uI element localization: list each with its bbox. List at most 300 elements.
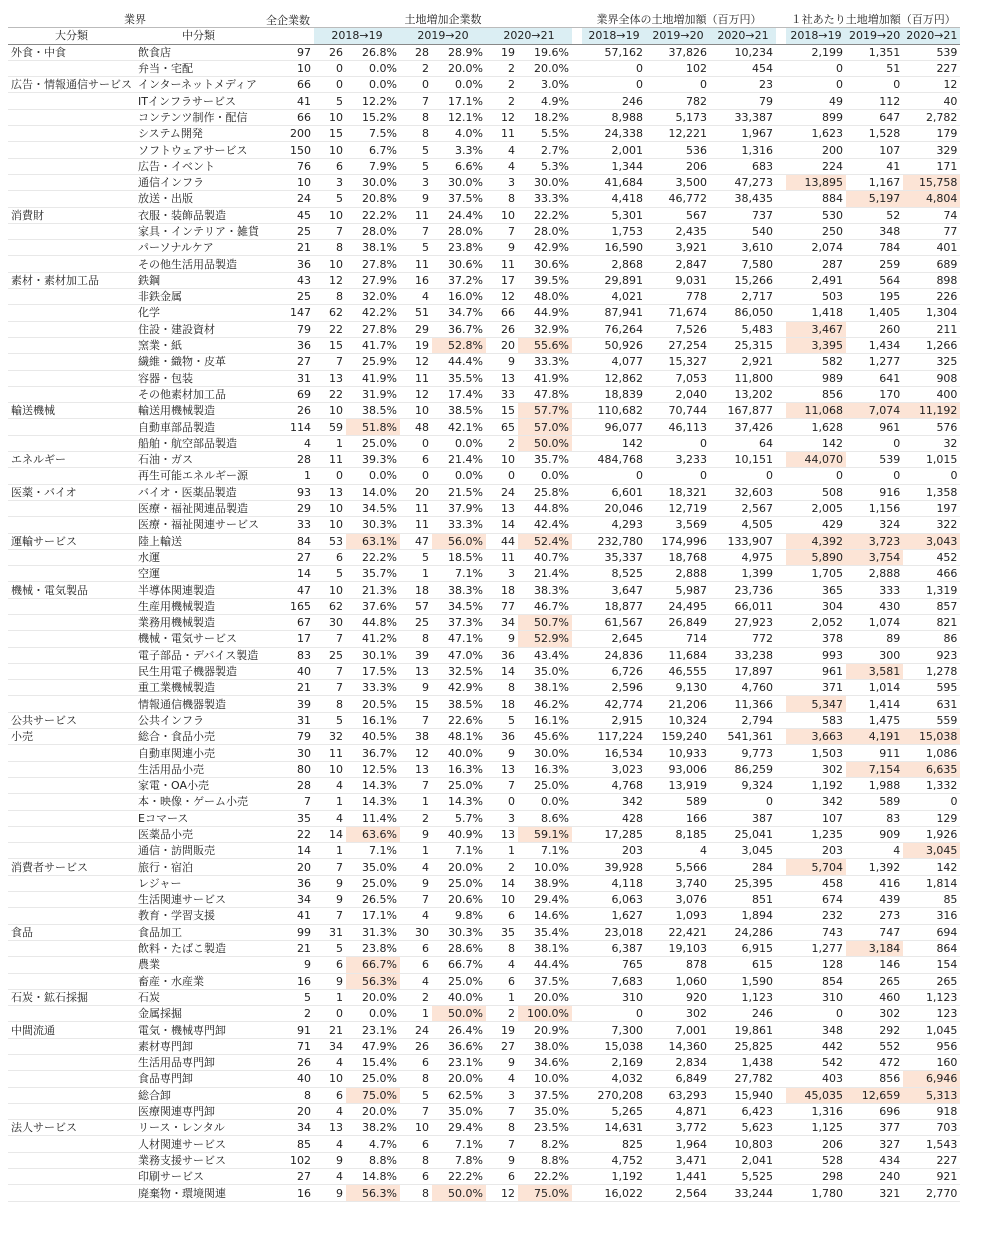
- minor-category-cell: 化学: [135, 305, 262, 321]
- spacer-cell: [776, 794, 786, 810]
- per-company-cell: 112: [846, 93, 903, 109]
- industry-total-cell: 7,053: [646, 370, 710, 386]
- inc-count-cell: 11: [400, 370, 432, 386]
- industry-total-cell: 203: [582, 843, 646, 859]
- industry-total-cell: 159,240: [646, 729, 710, 745]
- industry-total-cell: 9,031: [646, 272, 710, 288]
- industry-total-cell: 1,192: [582, 1169, 646, 1185]
- inc-count-cell: 4: [400, 859, 432, 875]
- major-category-cell: [8, 957, 135, 973]
- minor-category-cell: 教育・学習支援: [135, 908, 262, 924]
- industry-total-cell: 25,315: [710, 337, 776, 353]
- table-row: [8, 712, 960, 728]
- industry-total-cell: 342: [582, 794, 646, 810]
- total-companies-cell: 93: [262, 484, 314, 500]
- inc-ratio-cell: 56.3%: [346, 973, 400, 989]
- header-industry: 業界: [124, 13, 146, 27]
- per-company-cell: 1,988: [846, 777, 903, 793]
- table-row: [8, 777, 960, 793]
- inc-ratio-cell: 12.2%: [346, 93, 400, 109]
- table-row: [8, 126, 960, 142]
- minor-category-cell: バイオ・医薬品製造: [135, 484, 262, 500]
- industry-total-cell: 8,525: [582, 566, 646, 582]
- inc-ratio-cell: 18.5%: [432, 549, 486, 565]
- per-company-cell: 0: [786, 77, 846, 93]
- spacer-cell: [776, 973, 786, 989]
- per-company-cell: 416: [846, 875, 903, 891]
- spacer-cell: [776, 1071, 786, 1087]
- major-category-cell: [8, 1006, 135, 1022]
- industry-total-cell: 4,293: [582, 517, 646, 533]
- inc-count-cell: 10: [400, 1120, 432, 1136]
- industry-total-cell: 3,569: [646, 517, 710, 533]
- inc-ratio-cell: 38.0%: [518, 1038, 572, 1054]
- inc-ratio-cell: 16.1%: [518, 712, 572, 728]
- inc-ratio-cell: 37.3%: [432, 614, 486, 630]
- industry-total-cell: 1,894: [710, 908, 776, 924]
- spacer-cell: [572, 892, 582, 908]
- per-company-cell: 287: [786, 256, 846, 272]
- per-company-cell: 916: [846, 484, 903, 500]
- inc-count-cell: 4: [486, 142, 518, 158]
- spacer-cell: [776, 272, 786, 288]
- industry-total-cell: 765: [582, 957, 646, 973]
- inc-ratio-cell: 17.5%: [346, 663, 400, 679]
- inc-ratio-cell: 0.0%: [432, 435, 486, 451]
- minor-category-cell: 家電・OA小売: [135, 777, 262, 793]
- inc-ratio-cell: 39.3%: [346, 452, 400, 468]
- per-company-cell: 1,074: [846, 614, 903, 630]
- spacer-cell: [572, 989, 582, 1005]
- inc-count-cell: 2: [400, 810, 432, 826]
- inc-ratio-cell: 100.0%: [518, 1006, 572, 1022]
- per-company-cell: 32: [903, 435, 960, 451]
- per-company-cell: 472: [846, 1055, 903, 1071]
- per-company-cell: 576: [903, 419, 960, 435]
- industry-total-cell: 541,361: [710, 729, 776, 745]
- per-company-cell: 528: [786, 1152, 846, 1168]
- per-company-cell: 4: [846, 843, 903, 859]
- industry-total-cell: 782: [646, 93, 710, 109]
- total-companies-cell: 40: [262, 663, 314, 679]
- inc-ratio-cell: 19.6%: [518, 44, 572, 60]
- table-row: [8, 663, 960, 679]
- per-company-cell: 694: [903, 924, 960, 940]
- inc-count-cell: 0: [314, 1006, 346, 1022]
- inc-count-cell: 1: [486, 989, 518, 1005]
- inc-ratio-cell: 7.1%: [432, 843, 486, 859]
- inc-ratio-cell: 27.8%: [346, 256, 400, 272]
- inc-count-cell: 10: [486, 207, 518, 223]
- inc-count-cell: 2: [486, 93, 518, 109]
- per-company-cell: 265: [846, 973, 903, 989]
- industry-total-cell: 19,103: [646, 940, 710, 956]
- industry-total-cell: 2,567: [710, 500, 776, 516]
- industry-total-cell: 206: [646, 158, 710, 174]
- industry-total-cell: 24,286: [710, 924, 776, 940]
- inc-count-cell: 9: [400, 826, 432, 842]
- per-company-cell: 0: [846, 468, 903, 484]
- inc-count-cell: 2: [486, 859, 518, 875]
- inc-count-cell: 26: [314, 44, 346, 60]
- industry-total-cell: 174,996: [646, 533, 710, 549]
- inc-count-cell: 9: [486, 1055, 518, 1071]
- total-companies-cell: 91: [262, 1022, 314, 1038]
- table-row: [8, 729, 960, 745]
- total-companies-cell: 14: [262, 843, 314, 859]
- inc-ratio-cell: 0.0%: [346, 1006, 400, 1022]
- inc-count-cell: 1: [314, 794, 346, 810]
- per-company-cell: 292: [846, 1022, 903, 1038]
- major-category-cell: [8, 240, 135, 256]
- major-category-cell: [8, 647, 135, 663]
- industry-total-cell: 22,421: [646, 924, 710, 940]
- inc-ratio-cell: 14.0%: [346, 484, 400, 500]
- table-row: [8, 598, 960, 614]
- major-category-cell: [8, 435, 135, 451]
- minor-category-cell: 空運: [135, 566, 262, 582]
- inc-ratio-cell: 31.3%: [346, 924, 400, 940]
- spacer-cell: [776, 158, 786, 174]
- industry-total-cell: 4,021: [582, 289, 646, 305]
- spacer-cell: [572, 452, 582, 468]
- per-company-cell: 1,167: [846, 174, 903, 190]
- industry-total-cell: 2,169: [582, 1055, 646, 1071]
- industry-total-cell: 66,011: [710, 598, 776, 614]
- inc-ratio-cell: 42.4%: [518, 517, 572, 533]
- per-company-cell: 989: [786, 370, 846, 386]
- inc-ratio-cell: 32.0%: [346, 289, 400, 305]
- per-company-cell: 908: [903, 370, 960, 386]
- land-increase-table: [8, 12, 960, 1202]
- industry-total-cell: 2,915: [582, 712, 646, 728]
- industry-total-cell: 714: [646, 631, 710, 647]
- inc-ratio-cell: 46.2%: [518, 696, 572, 712]
- inc-ratio-cell: 37.5%: [518, 973, 572, 989]
- per-company-cell: 327: [846, 1136, 903, 1152]
- minor-category-cell: 食品専門卸: [135, 1071, 262, 1087]
- inc-ratio-cell: 33.3%: [518, 354, 572, 370]
- inc-ratio-cell: 7.1%: [432, 566, 486, 582]
- inc-ratio-cell: 3.0%: [518, 77, 572, 93]
- spacer-cell: [572, 109, 582, 125]
- inc-count-cell: 0: [400, 468, 432, 484]
- table-row: [8, 223, 960, 239]
- per-company-cell: 365: [786, 582, 846, 598]
- inc-ratio-cell: 9.8%: [432, 908, 486, 924]
- industry-total-cell: 5,301: [582, 207, 646, 223]
- major-category-cell: [8, 892, 135, 908]
- inc-count-cell: 10: [314, 1071, 346, 1087]
- inc-count-cell: 0: [400, 77, 432, 93]
- inc-ratio-cell: 24.4%: [432, 207, 486, 223]
- industry-total-cell: 5,173: [646, 109, 710, 125]
- inc-ratio-cell: 42.9%: [432, 680, 486, 696]
- table-row: [8, 533, 960, 549]
- inc-ratio-cell: 38.3%: [432, 582, 486, 598]
- inc-count-cell: 4: [486, 1071, 518, 1087]
- per-company-cell: 342: [786, 794, 846, 810]
- major-category-cell: [8, 517, 135, 533]
- spacer-cell: [572, 223, 582, 239]
- inc-count-cell: 48: [400, 419, 432, 435]
- inc-count-cell: 5: [400, 142, 432, 158]
- per-company-cell: 595: [903, 680, 960, 696]
- total-companies-cell: 27: [262, 1169, 314, 1185]
- per-company-cell: 2,770: [903, 1185, 960, 1201]
- industry-total-cell: 6,726: [582, 663, 646, 679]
- per-company-cell: 5,890: [786, 549, 846, 565]
- total-companies-cell: 28: [262, 777, 314, 793]
- minor-category-cell: 窯業・紙: [135, 337, 262, 353]
- table-row: [8, 77, 960, 93]
- per-company-cell: 4,191: [846, 729, 903, 745]
- per-company-cell: 884: [786, 191, 846, 207]
- total-companies-cell: 26: [262, 403, 314, 419]
- industry-total-cell: 18,877: [582, 598, 646, 614]
- industry-total-cell: 3,647: [582, 582, 646, 598]
- per-company-cell: 3,467: [786, 321, 846, 337]
- inc-count-cell: 5: [314, 566, 346, 582]
- total-companies-cell: 99: [262, 924, 314, 940]
- inc-count-cell: 8: [400, 126, 432, 142]
- inc-count-cell: 7: [314, 859, 346, 875]
- table-row: [8, 452, 960, 468]
- industry-total-cell: 10,234: [710, 44, 776, 60]
- inc-ratio-cell: 35.7%: [518, 452, 572, 468]
- inc-ratio-cell: 8.8%: [346, 1152, 400, 1168]
- spacer-cell: [776, 761, 786, 777]
- major-category-cell: [8, 174, 135, 190]
- per-company-cell: 747: [846, 924, 903, 940]
- industry-total-cell: 3,500: [646, 174, 710, 190]
- major-category-cell: 小売: [8, 729, 135, 745]
- major-category-cell: [8, 256, 135, 272]
- inc-count-cell: 11: [314, 452, 346, 468]
- inc-ratio-cell: 52.9%: [518, 631, 572, 647]
- table-row: [8, 1006, 960, 1022]
- inc-count-cell: 10: [486, 892, 518, 908]
- inc-count-cell: 8: [486, 1120, 518, 1136]
- per-company-cell: 631: [903, 696, 960, 712]
- major-category-cell: [8, 60, 135, 76]
- industry-total-cell: 2,794: [710, 712, 776, 728]
- minor-category-cell: 旅行・宿泊: [135, 859, 262, 875]
- per-company-cell: 1,628: [786, 419, 846, 435]
- total-companies-cell: 43: [262, 272, 314, 288]
- inc-count-cell: 7: [314, 631, 346, 647]
- major-category-cell: [8, 680, 135, 696]
- inc-ratio-cell: 37.5%: [518, 1087, 572, 1103]
- table-row: [8, 272, 960, 288]
- per-company-cell: 321: [846, 1185, 903, 1201]
- inc-count-cell: 26: [400, 1038, 432, 1054]
- minor-category-cell: 総合・食品小売: [135, 729, 262, 745]
- inc-ratio-cell: 7.5%: [346, 126, 400, 142]
- inc-ratio-cell: 47.8%: [518, 386, 572, 402]
- total-companies-cell: 2: [262, 1006, 314, 1022]
- per-company-cell: 1,705: [786, 566, 846, 582]
- inc-ratio-cell: 38.5%: [432, 403, 486, 419]
- minor-category-cell: 放送・出版: [135, 191, 262, 207]
- per-company-cell: 49: [786, 93, 846, 109]
- table-row: [8, 957, 960, 973]
- inc-count-cell: 24: [400, 1022, 432, 1038]
- spacer-cell: [572, 1071, 582, 1087]
- major-category-cell: 公共サービス: [8, 712, 135, 728]
- inc-count-cell: 39: [400, 647, 432, 663]
- header-period: 2018→19: [314, 28, 400, 44]
- table-row: [8, 859, 960, 875]
- inc-count-cell: 34: [486, 614, 518, 630]
- spacer-cell: [572, 647, 582, 663]
- inc-ratio-cell: 41.2%: [346, 631, 400, 647]
- industry-total-cell: 3,921: [646, 240, 710, 256]
- per-company-cell: 13,895: [786, 174, 846, 190]
- total-companies-cell: 9: [262, 957, 314, 973]
- per-company-cell: 6,635: [903, 761, 960, 777]
- per-company-cell: 434: [846, 1152, 903, 1168]
- per-company-cell: 12,659: [846, 1087, 903, 1103]
- industry-total-cell: 27,923: [710, 614, 776, 630]
- inc-ratio-cell: 32.5%: [432, 663, 486, 679]
- industry-total-cell: 3,045: [710, 843, 776, 859]
- per-company-cell: 371: [786, 680, 846, 696]
- industry-total-cell: 15,266: [710, 272, 776, 288]
- inc-count-cell: 3: [400, 174, 432, 190]
- table-row: [8, 1136, 960, 1152]
- inc-count-cell: 9: [400, 875, 432, 891]
- spacer-cell: [572, 549, 582, 565]
- inc-count-cell: 4: [314, 810, 346, 826]
- spacer-cell: [776, 533, 786, 549]
- per-company-cell: 1,235: [786, 826, 846, 842]
- spacer-cell: [572, 240, 582, 256]
- spacer-cell: [776, 1136, 786, 1152]
- industry-total-cell: 8,185: [646, 826, 710, 842]
- inc-count-cell: 4: [314, 777, 346, 793]
- table-row: [8, 370, 960, 386]
- inc-ratio-cell: 41.9%: [518, 370, 572, 386]
- table-row: [8, 908, 960, 924]
- total-companies-cell: 8: [262, 1087, 314, 1103]
- per-company-cell: 1,814: [903, 875, 960, 891]
- industry-total-cell: 2,834: [646, 1055, 710, 1071]
- inc-count-cell: 30: [400, 924, 432, 940]
- spacer-cell: [572, 680, 582, 696]
- table-row: [8, 289, 960, 305]
- total-companies-cell: 29: [262, 500, 314, 516]
- inc-ratio-cell: 62.5%: [432, 1087, 486, 1103]
- industry-total-cell: 11,366: [710, 696, 776, 712]
- inc-ratio-cell: 7.1%: [432, 1136, 486, 1152]
- inc-ratio-cell: 10.0%: [518, 859, 572, 875]
- per-company-cell: 854: [786, 973, 846, 989]
- spacer-cell: [776, 826, 786, 842]
- inc-count-cell: 9: [486, 240, 518, 256]
- industry-total-cell: 2,888: [646, 566, 710, 582]
- major-category-cell: 広告・情報通信サービス: [8, 77, 135, 93]
- inc-count-cell: 18: [400, 582, 432, 598]
- header-period: 2018→19: [786, 28, 846, 44]
- per-company-cell: 898: [903, 272, 960, 288]
- spacer-cell: [776, 256, 786, 272]
- minor-category-cell: 畜産・水産業: [135, 973, 262, 989]
- industry-total-cell: 39,928: [582, 859, 646, 875]
- minor-category-cell: 機械・電気サービス: [135, 631, 262, 647]
- inc-count-cell: 12: [400, 745, 432, 761]
- inc-ratio-cell: 48.0%: [518, 289, 572, 305]
- total-companies-cell: 165: [262, 598, 314, 614]
- total-companies-cell: 39: [262, 696, 314, 712]
- industry-total-cell: 4,077: [582, 354, 646, 370]
- total-companies-cell: 27: [262, 549, 314, 565]
- total-companies-cell: 25: [262, 223, 314, 239]
- inc-count-cell: 2: [486, 77, 518, 93]
- industry-total-cell: 1,964: [646, 1136, 710, 1152]
- industry-total-cell: 878: [646, 957, 710, 973]
- inc-count-cell: 10: [314, 142, 346, 158]
- spacer-cell: [776, 77, 786, 93]
- inc-ratio-cell: 33.3%: [346, 680, 400, 696]
- inc-ratio-cell: 30.6%: [518, 256, 572, 272]
- inc-count-cell: 11: [400, 207, 432, 223]
- inc-count-cell: 4: [400, 908, 432, 924]
- inc-ratio-cell: 50.0%: [518, 435, 572, 451]
- per-company-cell: 458: [786, 875, 846, 891]
- per-company-cell: 430: [846, 598, 903, 614]
- inc-ratio-cell: 28.0%: [346, 223, 400, 239]
- industry-total-cell: 3,076: [646, 892, 710, 908]
- inc-count-cell: 8: [314, 696, 346, 712]
- table-row: [8, 93, 960, 109]
- minor-category-cell: 重工業機械製造: [135, 680, 262, 696]
- inc-ratio-cell: 36.6%: [432, 1038, 486, 1054]
- per-company-cell: 3,754: [846, 549, 903, 565]
- spacer-cell: [776, 1152, 786, 1168]
- industry-total-cell: 21,206: [646, 696, 710, 712]
- inc-count-cell: 12: [400, 386, 432, 402]
- minor-category-cell: 素材専門卸: [135, 1038, 262, 1054]
- inc-count-cell: 5: [400, 240, 432, 256]
- inc-ratio-cell: 57.7%: [518, 403, 572, 419]
- industry-total-cell: 12,221: [646, 126, 710, 142]
- header-row-1: [8, 12, 960, 28]
- inc-ratio-cell: 55.6%: [518, 337, 572, 353]
- inc-ratio-cell: 20.0%: [518, 989, 572, 1005]
- minor-category-cell: 生産用機械製造: [135, 598, 262, 614]
- inc-ratio-cell: 26.5%: [346, 892, 400, 908]
- industry-total-cell: 32,603: [710, 484, 776, 500]
- industry-total-cell: 4,768: [582, 777, 646, 793]
- inc-count-cell: 13: [400, 663, 432, 679]
- industry-total-cell: 17,285: [582, 826, 646, 842]
- minor-category-cell: 金属採掘: [135, 1006, 262, 1022]
- table-row: [8, 500, 960, 516]
- inc-count-cell: 0: [486, 794, 518, 810]
- per-company-cell: 1,123: [903, 989, 960, 1005]
- inc-count-cell: 2: [486, 435, 518, 451]
- spacer-cell: [776, 957, 786, 973]
- industry-total-cell: 4,032: [582, 1071, 646, 1087]
- inc-count-cell: 5: [314, 940, 346, 956]
- inc-count-cell: 4: [486, 158, 518, 174]
- spacer-cell: [572, 957, 582, 973]
- inc-count-cell: 4: [314, 1169, 346, 1185]
- industry-total-cell: 76,264: [582, 321, 646, 337]
- table-row: [8, 60, 960, 76]
- inc-ratio-cell: 36.7%: [346, 745, 400, 761]
